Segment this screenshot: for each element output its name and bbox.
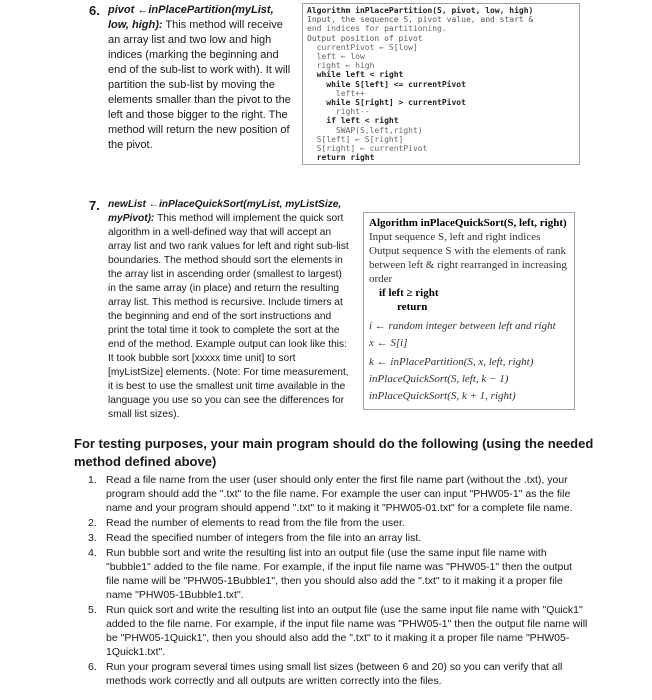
qs-output: Output sequence S with the elements of rank between left & right rearranged in increasing order bbox=[369, 245, 567, 285]
algo-line: S[left] ← S[right] bbox=[307, 134, 404, 144]
algo-line: end indices for partitioning. bbox=[307, 24, 447, 34]
list-item: 2. Read the number of elements to read from the file from the user. bbox=[88, 517, 405, 529]
qs-return: return bbox=[397, 301, 428, 313]
qs-k: k ← inPlacePartition(S, x, left, right) bbox=[369, 356, 534, 368]
algo-line: while S[left] <= currentPivot bbox=[307, 79, 466, 89]
algo-line: right-- bbox=[307, 107, 370, 117]
algo-line: SWAP(S,left,right) bbox=[307, 125, 423, 135]
algo-line: S[right] ← currentPivot bbox=[307, 144, 428, 154]
item-7-number: 7. bbox=[89, 198, 100, 213]
algo-line: Output position of pivot bbox=[307, 33, 423, 43]
algo-line: Input, the sequence S, pivot value, and start & bbox=[307, 15, 534, 25]
algo-line: if left < right bbox=[307, 116, 399, 126]
algo-line: return right bbox=[307, 153, 375, 163]
qs-header: Algorithm inPlaceQuickSort(S, left, right) bbox=[369, 217, 567, 229]
list-item: 3. Read the specified number of integers from the file into an array list. bbox=[88, 532, 422, 544]
item-7-signature: newList ←inPlaceQuickSort(myList, myListSize, myPivot): bbox=[108, 199, 342, 224]
qs-rec1: inPlaceQuickSort(S, left, k − 1) bbox=[369, 373, 509, 385]
item-7-text: This method will implement the quick sort algorithm in a well-defined way that will accept an array list and two rank values for left and right sub-list boundaries. The method should sort the elements in the array list in ascending order (smallest to largest) in the same array (in place) and return the resulting array list. This method is recursive. Include timers at the beginning and end of the sort instructions and print the total time it took to complete the sort at the end of the method. Example output can look like this: It took bubble sort [xxxxx time unit] to sort [myListSize] elements. (Note: For time measurement, it is best to use the smallest unit time available in the language you use so you can see the differences for small list sizes). bbox=[108, 213, 349, 420]
qs-input: Input sequence S, left and right indices bbox=[369, 231, 541, 243]
item-6-signature: pivot ←inPlacePartition(myList, low, high): bbox=[108, 4, 274, 31]
list-item: 1. Read a file name from the user (user should only enter the first file name part (without the .txt), your program should add the ".txt" to the file name. For example the user can input "PHW05-1" as the file name and your program should append ".txt" to it making it "PHW05-01.txt" for a complete file name. bbox=[88, 474, 573, 514]
algo-line: left++ bbox=[307, 88, 365, 98]
algo-line: left ← low bbox=[307, 52, 365, 62]
list-item: 5. Run quick sort and write the resulting list into an output file (use the same input file name with "Quick1" added to the file name. For example, if the input file name was "PHW05-1" then the output file name will be "PHW05-1Quick1", then you should also add the ".txt" to it making it a proper file name "PHW05-1Quick1.txt". bbox=[88, 604, 588, 658]
list-item: 6. Run your program several times using small list sizes (between 6 and 20) so you can verify that all methods work correctly and all outputs are written correctly into the files. bbox=[88, 661, 563, 687]
testing-heading: For testing purposes, your main program should do the following (using the needed method defined above) bbox=[74, 436, 594, 469]
qs-x: x ← S[i] bbox=[369, 337, 408, 349]
testing-steps-list bbox=[88, 473, 588, 689]
qs-rec2: inPlaceQuickSort(S, k + 1, right) bbox=[369, 390, 516, 402]
item-6-number: 6. bbox=[89, 3, 100, 18]
algo-line: currentPivot ← S[low] bbox=[307, 42, 418, 52]
algo-line: Algorithm inPlacePartition(S, pivot, low, high) bbox=[307, 6, 534, 15]
item-7-description bbox=[108, 198, 350, 422]
algo-line: while S[right] > currentPivot bbox=[307, 98, 466, 108]
algo-line: while left < right bbox=[307, 70, 404, 80]
list-item: 4. Run bubble sort and write the resulting list into an output file (use the same input file name with "bubble1" added to the file name. For example, if the input file name was "PHW05-1" then the output file name will be "PHW05-1Bubble1", then you should also add the ".txt" to it making it a proper file name "PHW05-1Bubble1.txt". bbox=[88, 547, 573, 601]
item-6-description bbox=[108, 3, 296, 153]
qs-random: i ← random integer between left and right bbox=[369, 320, 556, 332]
item-6-text: This method will receive an array list and two low and high indices (marking the beginning and end of the sub-list to work with). It will partition the sub-list by moving the elements smaller than the pivot to the left and those bigger to the right. The method will return the new position of the pivot. bbox=[108, 19, 291, 151]
quicksort-algorithm-box bbox=[363, 212, 575, 410]
qs-if: if left ≥ right bbox=[379, 287, 439, 299]
partition-algorithm-box bbox=[302, 3, 580, 165]
algo-line: right ← high bbox=[307, 61, 375, 71]
